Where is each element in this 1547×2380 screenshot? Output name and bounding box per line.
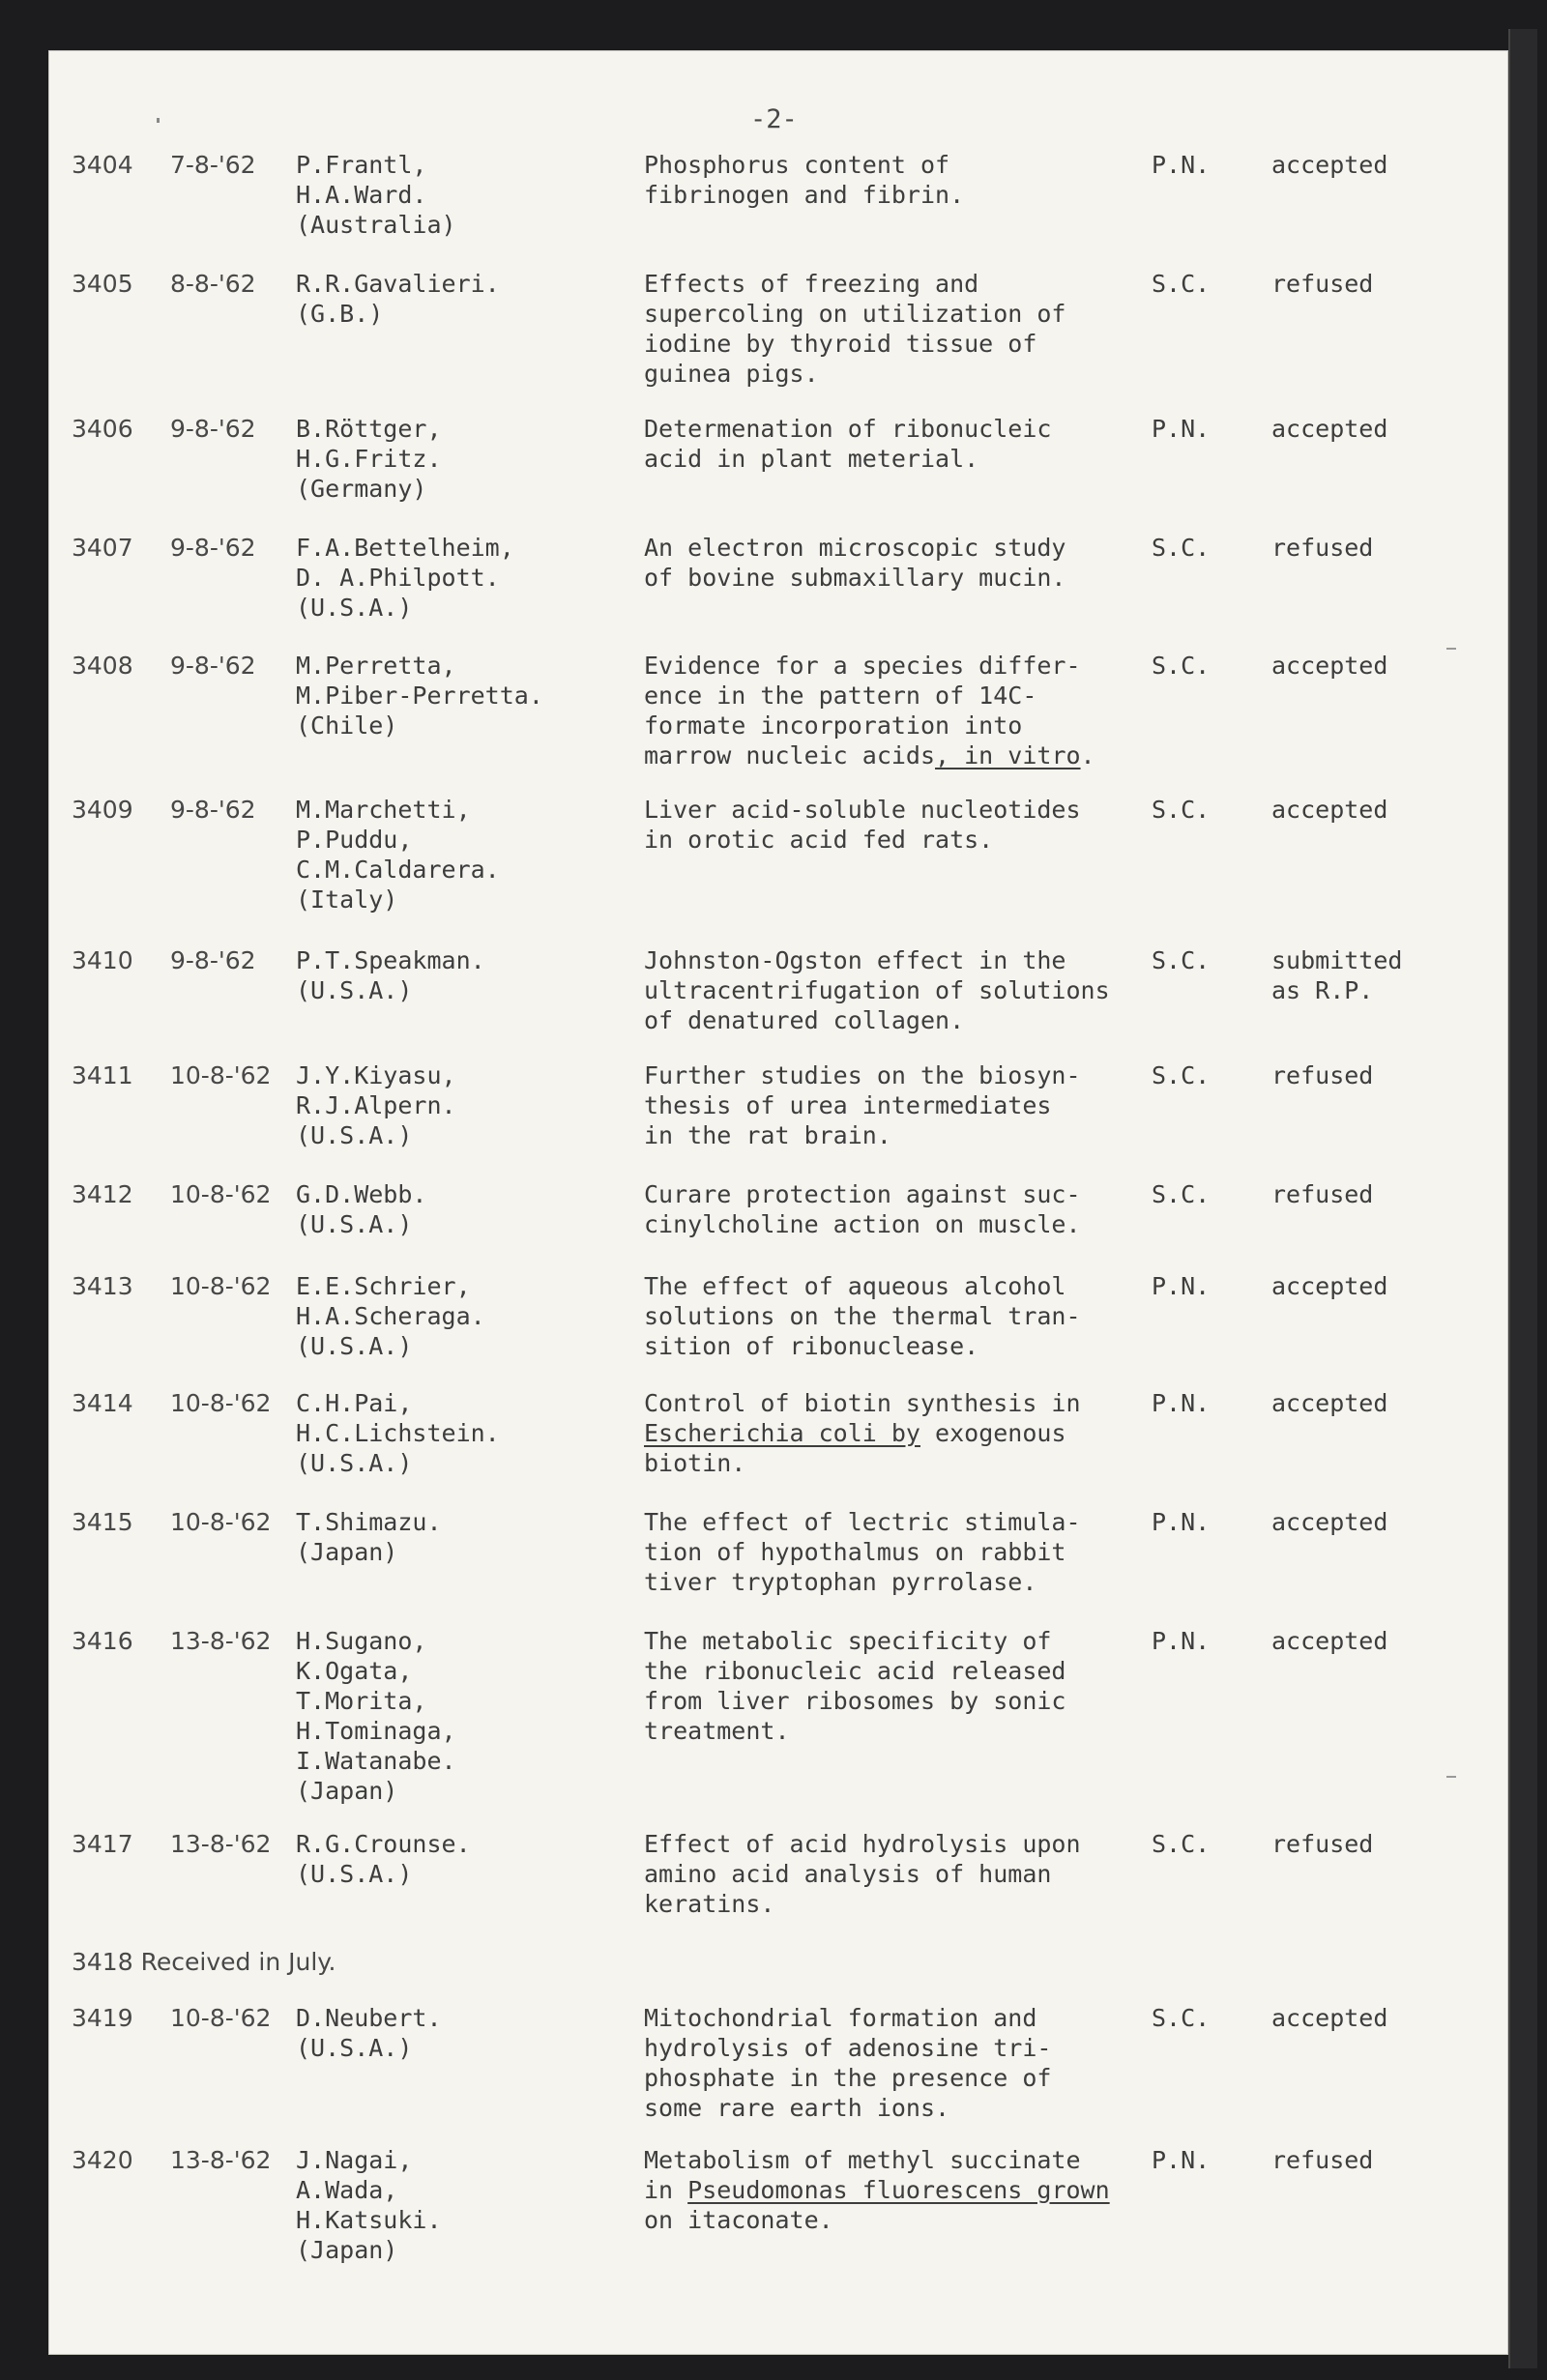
author-line: (U.S.A.) (296, 1210, 413, 1238)
status-line: refused (1271, 1830, 1374, 1858)
author-line: H.Tominaga, (296, 1717, 456, 1745)
author-line: B.Röttger, (296, 415, 442, 443)
record-status (1271, 1829, 1373, 1859)
record-type: S.C. (1152, 270, 1211, 298)
page-mark (157, 118, 160, 123)
status-line: accepted (1271, 151, 1388, 179)
title-line: The metabolic specificity of (644, 1627, 1052, 1655)
record-authors (296, 1271, 485, 1361)
title-line: Effect of acid hydrolysis upon (644, 1830, 1081, 1858)
title-line: of denatured collagen. (644, 1006, 965, 1034)
author-line: (U.S.A.) (296, 1332, 413, 1360)
underlined-text: Escherichia coli by (644, 1419, 920, 1447)
record-type: S.C. (1152, 2004, 1211, 2032)
record-date: 10-8-'62 (170, 1061, 272, 1089)
record-authors (296, 1388, 500, 1478)
received-note (72, 1947, 336, 1977)
title-line: sition of ribonuclease. (644, 1332, 979, 1360)
title-line: Evidence for a species differ- (644, 652, 1081, 680)
record-status (1271, 1507, 1387, 1537)
author-line: A.Wada, (296, 2176, 398, 2204)
record-status (1271, 150, 1387, 180)
author-line: C.M.Caldarera. (296, 856, 500, 884)
author-line: (U.S.A.) (296, 1449, 413, 1477)
record-number: 3414 (72, 1389, 133, 1417)
record-type: P.N. (1152, 1389, 1211, 1417)
record-number: 3407 (72, 534, 133, 562)
record-number: 3412 (72, 1180, 133, 1208)
author-line: H.G.Fritz. (296, 445, 442, 473)
record-type: S.C. (1152, 1180, 1211, 1208)
record-status (1271, 533, 1373, 563)
author-line: (U.S.A.) (296, 976, 413, 1004)
record-title (644, 1829, 1081, 1919)
title-line: fibrinogen and fibrin. (644, 181, 965, 209)
record-number: 3408 (72, 652, 133, 680)
title-line: hydrolysis of adenosine tri- (644, 2034, 1052, 2062)
author-line: D. A.Philpott. (296, 564, 500, 592)
record-title (644, 1626, 1066, 1746)
title-line: thesis of urea intermediates (644, 1091, 1052, 1119)
document-page (48, 50, 1508, 2355)
author-line: (Australia) (296, 211, 456, 239)
record-number: 3417 (72, 1830, 133, 1858)
title-line: Phosphorus content of (644, 151, 950, 179)
author-line: (Italy) (296, 885, 398, 914)
status-line: as R.P. (1271, 976, 1374, 1004)
author-line: (Japan) (296, 1538, 398, 1566)
author-line: (Chile) (296, 711, 398, 740)
record-authors (296, 1507, 442, 1567)
author-line: R.R.Gavalieri. (296, 270, 500, 298)
status-line: refused (1271, 2146, 1374, 2174)
record-title (644, 269, 1066, 389)
author-line: M.Marchetti, (296, 796, 471, 824)
record-number: 3416 (72, 1627, 133, 1655)
record-title (644, 2003, 1051, 2123)
record-number: 3413 (72, 1272, 133, 1300)
record-date: 13-8-'62 (170, 1830, 272, 1858)
record-type: P.N. (1152, 151, 1211, 179)
record-status (1271, 2003, 1387, 2033)
title-line: ence in the pattern of 14C- (644, 682, 1037, 710)
record-title (644, 795, 1081, 855)
status-line: refused (1271, 1180, 1374, 1208)
record-title (644, 1388, 1081, 1478)
title-line: treatment. (644, 1717, 790, 1745)
record-type: P.N. (1152, 415, 1211, 443)
title-line: iodine by thyroid tissue of (644, 330, 1037, 358)
title-line: Metabolism of methyl succinate (644, 2146, 1081, 2174)
record-type: S.C. (1152, 946, 1211, 974)
record-date: 10-8-'62 (170, 1180, 272, 1208)
title-line: Effects of freezing and (644, 270, 979, 298)
title-line: Determenation of ribonucleic (644, 415, 1052, 443)
record-authors (296, 1626, 456, 1806)
author-line: F.A.Bettelheim, (296, 534, 514, 562)
record-title (644, 2145, 1110, 2235)
record-authors (296, 269, 500, 329)
author-line: (U.S.A.) (296, 2034, 413, 2062)
record-date: 9-8-'62 (170, 534, 256, 562)
scanner-edge (1508, 29, 1537, 2368)
record-date: 10-8-'62 (170, 1272, 272, 1300)
record-status (1271, 2145, 1373, 2175)
received-text-a: Received (140, 1948, 251, 1976)
record-date: 10-8-'62 (170, 1389, 272, 1417)
status-line: accepted (1271, 1272, 1388, 1300)
underlined-text: , in vitro (935, 741, 1081, 769)
author-line: T.Morita, (296, 1687, 427, 1715)
record-title (644, 1179, 1081, 1239)
record-title (644, 1060, 1081, 1150)
record-status (1271, 945, 1402, 1005)
author-line: T.Shimazu. (296, 1508, 442, 1536)
author-line: R.J.Alpern. (296, 1091, 456, 1119)
record-date: 13-8-'62 (170, 1627, 272, 1655)
title-line: supercoling on utilization of (644, 300, 1066, 328)
record-type: S.C. (1152, 534, 1211, 562)
record-status (1271, 1626, 1387, 1656)
record-date: 9-8-'62 (170, 946, 256, 974)
status-line: accepted (1271, 1627, 1388, 1655)
title-line: in Pseudomonas fluorescens grown (644, 2176, 1110, 2204)
title-line: The effect of lectric stimula- (644, 1508, 1081, 1536)
record-status (1271, 1060, 1373, 1090)
record-number: 3406 (72, 415, 133, 443)
author-line: C.H.Pai, (296, 1389, 413, 1417)
record-authors (296, 1060, 456, 1150)
title-line: Liver acid-soluble nucleotides (644, 796, 1081, 824)
record-type: P.N. (1152, 1508, 1211, 1536)
author-line: P.T.Speakman. (296, 946, 485, 974)
title-line: Mitochondrial formation and (644, 2004, 1037, 2032)
title-line: solutions on the thermal tran- (644, 1302, 1081, 1330)
status-line: accepted (1271, 2004, 1388, 2032)
status-line: accepted (1271, 1389, 1388, 1417)
title-line: Curare protection against suc- (644, 1180, 1081, 1208)
record-date: 10-8-'62 (170, 1508, 272, 1536)
author-line: P.Frantl, (296, 151, 427, 179)
record-date: 9-8-'62 (170, 652, 256, 680)
record-type: S.C. (1152, 796, 1211, 824)
record-type: P.N. (1152, 2146, 1211, 2174)
record-status (1271, 1179, 1373, 1209)
author-line: J.Nagai, (296, 2146, 413, 2174)
underlined-text: Pseudomonas fluorescens grown (687, 2176, 1110, 2204)
status-line: refused (1271, 534, 1374, 562)
record-title (644, 150, 964, 210)
author-line: E.E.Schrier, (296, 1272, 471, 1300)
title-line: some rare earth ions. (644, 2094, 950, 2122)
author-line: R.G.Crounse. (296, 1830, 471, 1858)
margin-mark (1446, 1776, 1456, 1778)
title-line: amino acid analysis of human (644, 1860, 1052, 1888)
record-title (644, 945, 1110, 1035)
record-date: 10-8-'62 (170, 2004, 272, 2032)
margin-mark (1446, 648, 1456, 650)
record-date: 9-8-'62 (170, 415, 256, 443)
record-type: S.C. (1152, 1830, 1211, 1858)
received-text-b: in July. (258, 1948, 336, 1976)
status-line: accepted (1271, 415, 1388, 443)
record-authors (296, 150, 456, 240)
author-line: D.Neubert. (296, 2004, 442, 2032)
title-line: Escherichia coli by exogenous (644, 1419, 1066, 1447)
author-line: I.Watanabe. (296, 1747, 456, 1775)
title-line: on itaconate. (644, 2206, 833, 2234)
title-line: cinylcholine action on muscle. (644, 1210, 1081, 1238)
author-line: M.Piber-Perretta. (296, 682, 543, 710)
status-line: submitted (1271, 946, 1403, 974)
record-title (644, 533, 1066, 593)
title-line: ultracentrifugation of solutions (644, 976, 1110, 1004)
title-line: formate incorporation into (644, 711, 1023, 740)
author-line: H.C.Lichstein. (296, 1419, 500, 1447)
title-line: biotin. (644, 1449, 746, 1477)
record-date: 13-8-'62 (170, 2146, 272, 2174)
title-line: the ribonucleic acid released (644, 1657, 1066, 1685)
status-line: refused (1271, 1061, 1374, 1089)
author-line: J.Y.Kiyasu, (296, 1061, 456, 1089)
author-line: K.Ogata, (296, 1657, 413, 1685)
record-type: P.N. (1152, 1627, 1211, 1655)
record-authors (296, 2003, 442, 2063)
author-line: (Germany) (296, 475, 427, 503)
record-title (644, 1507, 1081, 1597)
record-type: P.N. (1152, 1272, 1211, 1300)
record-authors (296, 945, 485, 1005)
status-line: refused (1271, 270, 1374, 298)
record-number: 3404 (72, 151, 133, 179)
title-line: Control of biotin synthesis in (644, 1389, 1081, 1417)
author-line: (U.S.A.) (296, 594, 413, 622)
author-line: P.Puddu, (296, 826, 413, 854)
author-line: G.D.Webb. (296, 1180, 427, 1208)
author-line: (U.S.A.) (296, 1860, 413, 1888)
title-line: marrow nucleic acids, in vitro. (644, 741, 1095, 769)
record-status (1271, 651, 1387, 681)
record-authors (296, 795, 500, 914)
record-number: 3405 (72, 270, 133, 298)
record-type: S.C. (1152, 1061, 1211, 1089)
author-line: (G.B.) (296, 300, 384, 328)
record-authors (296, 651, 543, 740)
title-line: acid in plant meterial. (644, 445, 979, 473)
record-title (644, 1271, 1081, 1361)
record-authors (296, 414, 442, 504)
author-line: H.A.Scheraga. (296, 1302, 485, 1330)
author-line: H.A.Ward. (296, 181, 427, 209)
title-line: of bovine submaxillary mucin. (644, 564, 1066, 592)
author-line: (U.S.A.) (296, 1121, 413, 1149)
record-number: 3415 (72, 1508, 133, 1536)
author-line: (Japan) (296, 2236, 398, 2264)
title-line: guinea pigs. (644, 360, 819, 388)
record-authors (296, 2145, 442, 2265)
title-line: Further studies on the biosyn- (644, 1061, 1081, 1089)
page-number: -2- (750, 104, 798, 134)
record-authors (296, 1179, 426, 1239)
title-line: Johnston-Ogston effect in the (644, 946, 1066, 974)
record-number: 3419 (72, 2004, 133, 2032)
record-status (1271, 269, 1373, 299)
record-authors (296, 1829, 471, 1889)
title-line: tion of hypothalmus on rabbit (644, 1538, 1066, 1566)
title-line: in the rat brain. (644, 1121, 891, 1149)
record-number: 3409 (72, 796, 133, 824)
title-line: An electron microscopic study (644, 534, 1066, 562)
received-num: 3418 (72, 1948, 133, 1976)
author-line: M.Perretta, (296, 652, 456, 680)
record-number: 3420 (72, 2146, 133, 2174)
record-status (1271, 1271, 1387, 1301)
status-line: accepted (1271, 796, 1388, 824)
title-line: from liver ribosomes by sonic (644, 1687, 1066, 1715)
title-line: tiver tryptophan pyrrolase. (644, 1568, 1037, 1596)
author-line: (Japan) (296, 1777, 398, 1805)
status-line: accepted (1271, 1508, 1388, 1536)
record-date: 8-8-'62 (170, 270, 256, 298)
title-line: in orotic acid fed rats. (644, 826, 994, 854)
title-line: phosphate in the presence of (644, 2064, 1052, 2092)
status-line: accepted (1271, 652, 1388, 680)
record-date: 7-8-'62 (170, 151, 256, 179)
record-status (1271, 414, 1387, 444)
record-title (644, 651, 1095, 770)
title-line: The effect of aqueous alcohol (644, 1272, 1066, 1300)
record-authors (296, 533, 514, 623)
record-status (1271, 1388, 1387, 1418)
author-line: H.Katsuki. (296, 2206, 442, 2234)
title-line: keratins. (644, 1890, 775, 1918)
record-type: S.C. (1152, 652, 1211, 680)
record-title (644, 414, 1051, 474)
record-date: 9-8-'62 (170, 796, 256, 824)
author-line: H.Sugano, (296, 1627, 427, 1655)
record-number: 3411 (72, 1061, 133, 1089)
record-number: 3410 (72, 946, 133, 974)
record-status (1271, 795, 1387, 825)
